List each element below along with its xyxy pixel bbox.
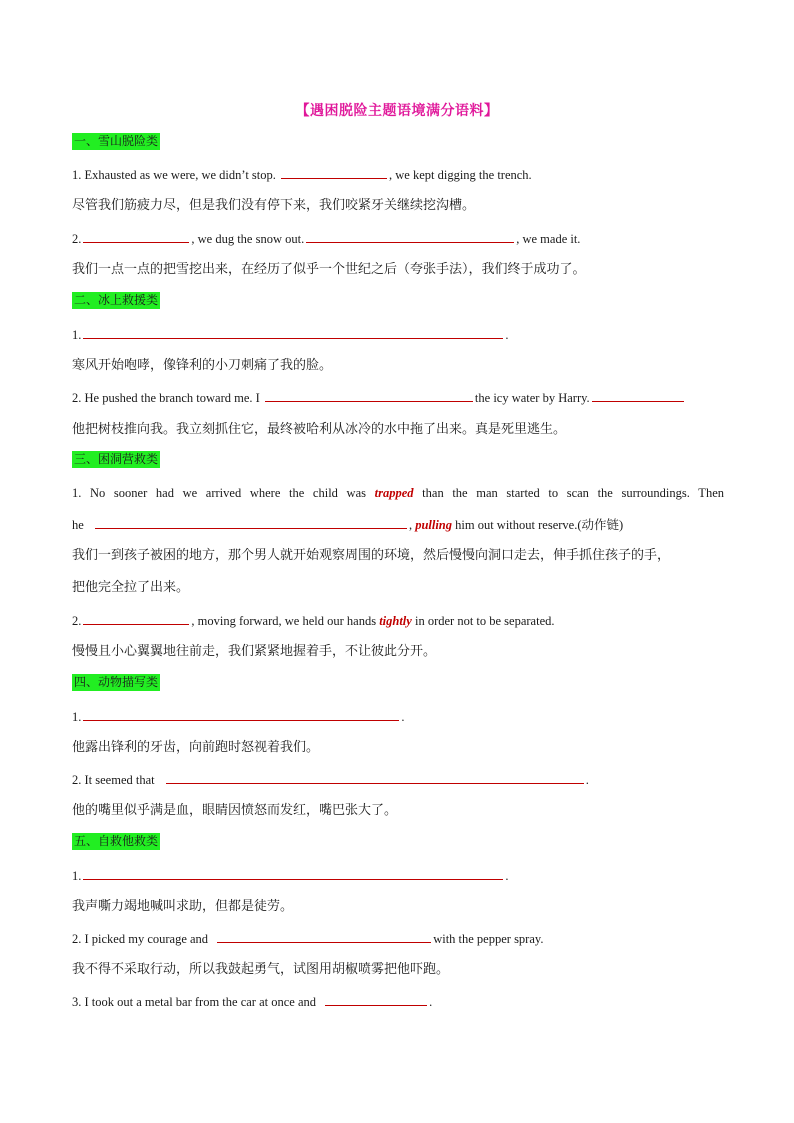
sentence-text: . (429, 995, 433, 1009)
item-number: 2. (72, 232, 82, 246)
fill-blank[interactable] (281, 165, 387, 179)
section-heading-ice-rescue: 二、冰上救援类 (74, 293, 159, 307)
fill-blank[interactable] (83, 707, 399, 721)
item-number: 3. (72, 995, 82, 1009)
exercise-line (72, 325, 724, 344)
exercise-line (72, 770, 724, 789)
document-title: 【遇困脱险主题语境满分语料】 (295, 103, 499, 119)
sentence-text: I picked my courage and (84, 932, 209, 946)
section-heading-snow-mountain: 一、雪山脱险类 (74, 134, 159, 148)
sentence-text: , we dug the snow out. (191, 232, 305, 246)
sentence-text: with the pepper spray. (433, 932, 544, 946)
fill-blank[interactable] (306, 229, 514, 243)
fill-blank[interactable] (95, 515, 407, 529)
sentence-text: It seemed that (84, 773, 155, 787)
item-number: 2. (72, 391, 82, 405)
chinese-translation: 我声嘶力竭地喊叫求助，但都是徒劳。 (72, 899, 294, 914)
highlighted-word: trapped (374, 486, 414, 500)
sentence-text: , we kept digging the trench. (389, 168, 532, 182)
item-number: 2. (72, 614, 82, 628)
item-number: 1. (72, 710, 82, 724)
chinese-translation: 慢慢且小心翼翼地往前走，我们紧紧地握着手，不让彼此分开。 (72, 644, 437, 659)
exercise-line (72, 611, 724, 630)
chinese-translation: 寒风开始咆哮，像锋利的小刀刺痛了我的脸。 (72, 358, 333, 373)
exercise-line (72, 992, 724, 1011)
sentence-text: . (401, 710, 405, 724)
fill-blank[interactable] (83, 611, 189, 625)
fill-blank[interactable] (166, 770, 584, 784)
item-number: 1. (72, 486, 82, 500)
fill-blank[interactable] (265, 388, 473, 402)
highlighted-word: pulling (415, 518, 453, 532)
sentence-text: than the man started to scan the surroundings. Then (422, 486, 724, 500)
chinese-translation: 尽管我们筋疲力尽，但是我们没有停下来，我们咬紧牙关继续挖沟槽。 (72, 198, 476, 213)
exercise-line (72, 484, 724, 502)
sentence-text: . (585, 773, 589, 787)
fill-blank[interactable] (217, 929, 431, 943)
chinese-translation: 我们一到孩子被困的地方，那个男人就开始观察周围的环境，然后慢慢向洞口走去，伸手抓住孩子的手， (72, 548, 671, 563)
chinese-translation: 他把树枝推向我。我立刻抓住它，最终被哈利从冰冷的水中拖了出来。真是死里逃生。 (72, 422, 567, 437)
sentence-text: No sooner had we arrived where the child was (90, 486, 366, 500)
exercise-line (72, 229, 724, 248)
exercise-line (72, 707, 724, 726)
sentence-text: Exhausted as we were, we didn’t stop. (84, 168, 276, 182)
exercise-line (72, 929, 724, 948)
sentence-text: him out without reserve.(动作链) (455, 518, 624, 532)
sentence-text: . (505, 328, 509, 342)
sentence-text: , moving forward, we held our hands (191, 614, 377, 628)
fill-blank[interactable] (325, 992, 427, 1006)
fill-blank[interactable] (83, 866, 503, 880)
exercise-line (72, 866, 724, 885)
exercise-line (72, 388, 724, 407)
item-number: 2. (72, 932, 82, 946)
sentence-text: in order not to be separated. (414, 614, 555, 628)
sentence-text: . (505, 869, 509, 883)
chinese-translation: 我不得不采取行动，所以我鼓起勇气，试图用胡椒喷雾把他吓跑。 (72, 962, 450, 977)
item-number: 1. (72, 168, 82, 182)
chinese-translation: 把他完全拉了出来。 (72, 580, 190, 595)
item-number: 1. (72, 328, 82, 342)
item-number: 2. (72, 773, 82, 787)
sentence-text: I took out a metal bar from the car at once and (84, 995, 317, 1009)
chinese-translation: 我们一点一点的把雪挖出来，在经历了似乎一个世纪之后（夸张手法），我们终于成功了。 (72, 262, 586, 277)
sentence-text: He pushed the branch toward me. I (84, 391, 260, 405)
highlighted-word: tightly (379, 614, 412, 628)
sentence-text: the icy water by Harry. (474, 391, 590, 405)
section-heading-self-rescue: 五、自救他救类 (74, 834, 159, 848)
exercise-line: he , pulling him out without reserve.(动作链) (72, 515, 724, 534)
fill-blank[interactable] (83, 325, 503, 339)
sentence-text: , we made it. (516, 232, 581, 246)
exercise-line (72, 165, 724, 184)
item-number: 1. (72, 869, 82, 883)
section-heading-cave-rescue: 三、困洞营救类 (74, 452, 159, 466)
sentence-text: he (72, 518, 84, 532)
section-heading-animal-description: 四、动物描写类 (74, 675, 159, 689)
chinese-translation: 他的嘴里似乎满是血，眼睛因愤怒而发红，嘴巴张大了。 (72, 803, 398, 818)
fill-blank[interactable] (592, 388, 684, 402)
chinese-translation: 他露出锋利的牙齿，向前跑时怒视着我们。 (72, 740, 320, 755)
fill-blank[interactable] (83, 229, 189, 243)
